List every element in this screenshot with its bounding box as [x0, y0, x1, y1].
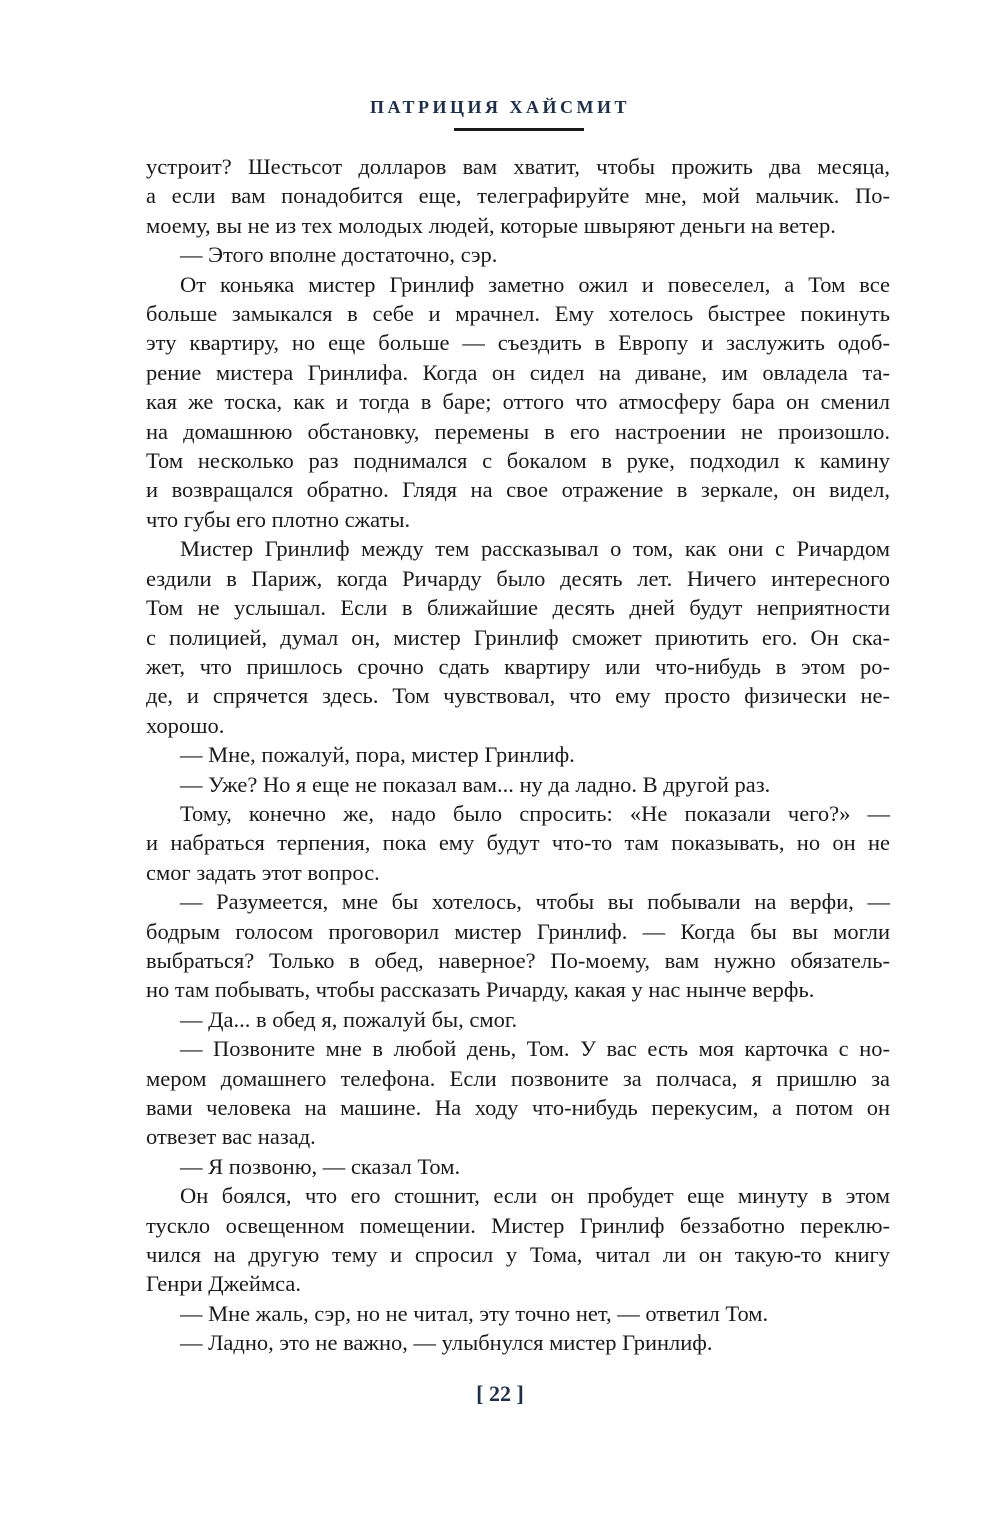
paragraph [146, 152, 890, 240]
paragraph [146, 799, 890, 887]
text-line: — Мне, пожалуй, пора, мистер Гринлиф. [180, 742, 575, 768]
text-line: — Я позвоню, — сказал Том. [180, 1153, 461, 1179]
running-head-title: ПАТРИЦИЯ ХАЙСМИТ [370, 97, 630, 117]
text-line: бодрым голосом проговорил мистер Гринлиф. — Когда бы вы могли [146, 918, 890, 944]
text-line: От коньяка мистер Гринлиф заметно ожил и повеселел, а Том все [180, 271, 890, 297]
body-text [146, 152, 890, 1358]
paragraph [146, 534, 890, 740]
text-line: больше замыкался в себе и мрачнел. Ему хотелось быстрее покинуть [146, 301, 890, 327]
text-line: — Позвоните мне в любой день, Том. У вас есть моя карточка с но- [180, 1036, 890, 1062]
text-line: чился на другую тему и спросил у Тома, читал ли он такую-то книгу [146, 1242, 890, 1268]
paragraph [146, 1005, 890, 1034]
paragraph [146, 1034, 890, 1152]
text-line: — Уже? Но я еще не показал вам... ну да ладно. В другой раз. [180, 771, 771, 797]
paragraph [146, 1328, 890, 1357]
text-line: — Мне жаль, сэр, но не читал, эту точно нет, — ответил Том. [180, 1300, 769, 1326]
text-line: рение мистера Гринлифа. Когда он сидел на диване, им овладела та- [146, 359, 890, 385]
header-rule [454, 128, 584, 131]
text-line: выбраться? Только в обед, наверное? По-моему, вам нужно обязатель- [146, 947, 890, 973]
paragraph [146, 270, 890, 535]
text-line: но там побывать, чтобы рассказать Ричарду, какая у нас нынче верфь. [146, 977, 815, 1003]
text-line: смог задать этот вопрос. [146, 859, 380, 885]
text-line: Мистер Гринлиф между тем рассказывал о том, как они с Ричардом [180, 536, 890, 562]
text-line: тускло освещенном помещении. Мистер Гринлиф беззаботно переклю- [146, 1212, 890, 1238]
text-line: — Ладно, это не важно, — улыбнулся мистер Гринлиф. [180, 1330, 713, 1356]
text-line: Генри Джеймса. [146, 1271, 301, 1297]
paragraph [146, 240, 890, 269]
text-line: что губы его плотно сжаты. [146, 506, 411, 532]
paragraph [146, 1152, 890, 1181]
text-line: — Этого вполне достаточно, сэр. [180, 242, 498, 268]
text-line: де, и спрячется здесь. Том чувствовал, что ему просто физически не- [146, 683, 890, 709]
text-line: и набраться терпения, пока ему будут что-то там показывать, но он не [146, 830, 890, 856]
text-line: с полицией, думал он, мистер Гринлиф сможет приютить его. Он ска- [146, 624, 890, 650]
text-line: ездили в Париж, когда Ричарду было десять лет. Ничего интересного [146, 565, 890, 591]
text-line: эту квартиру, но еще больше — съездить в Европу и заслужить одоб- [146, 330, 890, 356]
text-line: кая же тоска, как и тогда в баре; оттого что атмосферу бара он сменил [146, 389, 890, 415]
page-number: [ 22 ] [476, 1381, 524, 1406]
paragraph [146, 1181, 890, 1299]
text-line: Тому, конечно же, надо было спросить: «Не показали чего?» — [180, 800, 890, 826]
text-line: и возвращался обратно. Глядя на свое отражение в зеркале, он видел, [146, 477, 890, 503]
text-line: отвезет вас назад. [146, 1124, 316, 1150]
paragraph [146, 887, 890, 1005]
text-line: а если вам понадобится еще, телеграфируйте мне, мой мальчик. По- [146, 183, 890, 209]
text-line: моему, вы не из тех молодых людей, которые швыряют деньги на ветер. [146, 212, 836, 238]
text-line: Том не услышал. Если в ближайшие десять дней будут неприятности [146, 595, 890, 621]
text-line: вами человека на машине. На ходу что-нибудь перекусим, а потом он [146, 1095, 890, 1120]
text-line: на домашнюю обстановку, перемены в его настроении не произошло. [146, 418, 890, 444]
text-line: устроит? Шестьсот долларов вам хватит, чтобы прожить два месяца, [146, 154, 890, 179]
text-line: мером домашнего телефона. Если позвоните за полчаса, я пришлю за [146, 1065, 890, 1091]
paragraph [146, 770, 890, 799]
text-line: Он боялся, что его стошнит, если он пробудет еще минуту в этом [180, 1183, 890, 1209]
text-line: — Да... в обед я, пожалуй бы, смог. [180, 1006, 518, 1032]
text-line: Том несколько раз поднимался с бокалом в руке, подходил к камину [146, 448, 890, 474]
paragraph [146, 1299, 890, 1328]
text-line: жет, что пришлось срочно сдать квартиру или что-нибудь в этом ро- [146, 653, 890, 679]
text-line: хорошо. [146, 712, 225, 738]
text-line: — Разумеется, мне бы хотелось, чтобы вы побывали на верфи, — [180, 889, 890, 915]
paragraph [146, 740, 890, 769]
